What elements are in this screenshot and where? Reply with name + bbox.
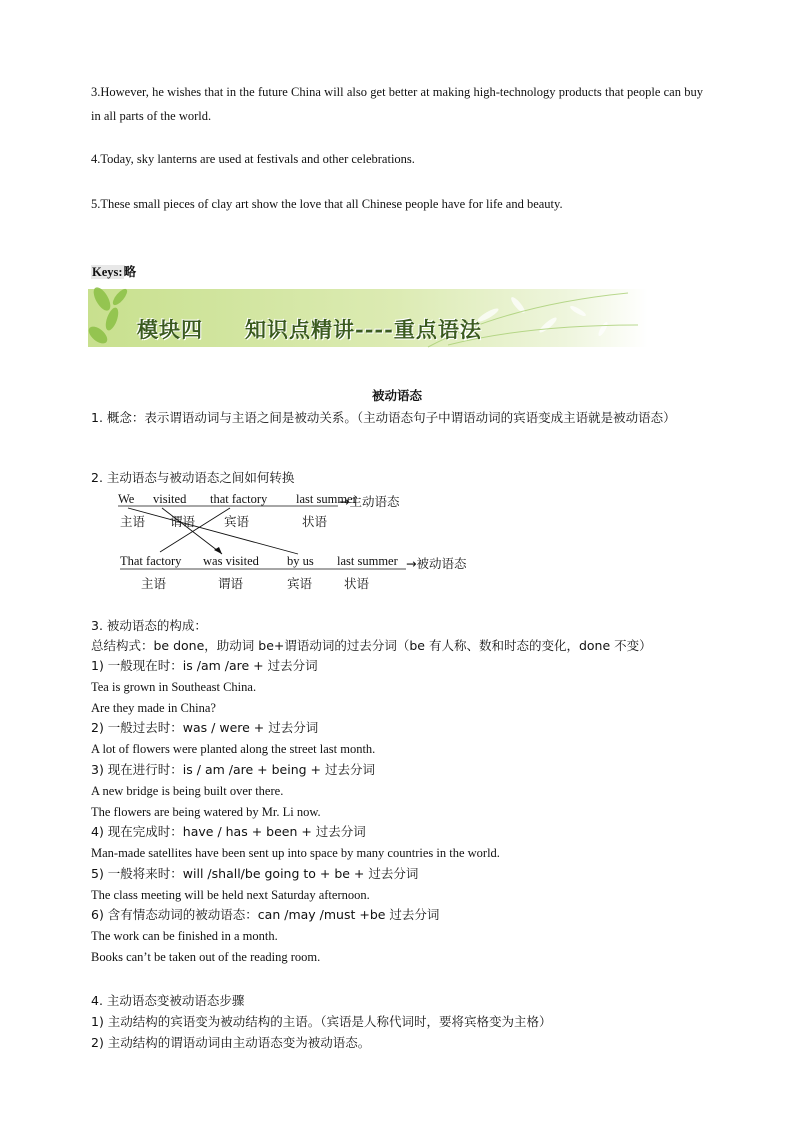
concept-paragraph: 1. 概念：表示谓语动词与主语之间是被动关系。（主动语态句子中谓语动词的宾语变成主语就是被动语态） [91, 410, 676, 425]
section-title: 被动语态 [371, 388, 422, 403]
passive-word-verb: was visited [203, 554, 259, 568]
module-topic: 知识点精讲----重点语法 [245, 317, 482, 342]
sentence-4: 4.Today, sky lanterns are used at festivals and other celebrations. [91, 152, 415, 166]
example-line: A new bridge is being built over there. [91, 784, 284, 798]
passive-word-subject: That factory [120, 554, 182, 568]
active-role-subject: 主语 [120, 514, 146, 529]
passive-tag: →被动语态 [406, 556, 467, 571]
example-line: The work can be finished in a month. [91, 929, 278, 943]
voice-conversion-diagram [110, 490, 530, 600]
tense-simple-present: 1) 一般现在时：is /am /are + 过去分词 [91, 658, 318, 673]
active-tag: →主动语态 [339, 494, 400, 509]
keys-line [91, 262, 136, 280]
module-label: 模块四 [137, 317, 203, 342]
active-role-verb: 谓语 [170, 514, 196, 529]
passive-word-adverbial: last summer [337, 554, 398, 568]
passive-word-agent: by us [287, 554, 314, 568]
step-1: 1) 主动结构的宾语变为被动结构的主语。（宾语是人称代词时，要将宾格变为主格） [91, 1014, 552, 1029]
sentence-3: 3.However, he wishes that in the future China will also get better at making high-technology products that people can buy in all parts of the world. [91, 85, 703, 123]
passive-role-verb: 谓语 [218, 576, 244, 591]
example-line: Tea is grown in Southeast China. [91, 680, 257, 694]
tense-present-continuous: 3) 现在进行时：is / am /are + being + 过去分词 [91, 762, 375, 777]
example-line: Books can’t be taken out of the reading room. [91, 950, 321, 964]
tense-present-perfect: 4) 现在完成时：have / has + been + 过去分词 [91, 824, 366, 839]
active-role-adverbial: 状语 [302, 514, 328, 529]
example-line: The class meeting will be held next Saturday afternoon. [91, 888, 370, 902]
example-line: A lot of flowers were planted along the street last month. [91, 742, 376, 756]
active-word-adverbial: last summer [296, 492, 357, 506]
active-role-object: 宾语 [224, 514, 250, 529]
example-line: Man-made satellites have been sent up into space by many countries in the world. [91, 846, 500, 860]
module-banner-title [137, 314, 482, 344]
arrow-head [214, 547, 222, 554]
example-line: Are they made in China? [91, 701, 216, 715]
modal-passive: 6) 含有情态动词的被动语态：can /may /must +be 过去分词 [91, 907, 440, 922]
steps-heading: 4. 主动语态变被动语态步骤 [91, 993, 245, 1008]
example-line: The flowers are being watered by Mr. Li now. [91, 805, 321, 819]
passive-role-agent: 宾语 [287, 576, 313, 591]
structure-heading: 3. 被动语态的构成： [91, 618, 207, 633]
structure-formula: 总结构式：be done，助动词 be+谓语动词的过去分词（be 有人称、数和时态的变化，done 不变） [91, 638, 652, 653]
tense-simple-future: 5) 一般将来时：will /shall/be going to + be + 过去分词 [91, 866, 419, 881]
step-2: 2) 主动结构的谓语动词由主动语态变为被动语态。 [91, 1035, 371, 1050]
active-word-verb: visited [153, 492, 187, 506]
passive-role-subject: 主语 [141, 576, 167, 591]
passive-role-adverbial: 状语 [344, 576, 370, 591]
keys-value: 略 [123, 264, 137, 279]
sentence-5: 5.These small pieces of clay art show the love that all Chinese people have for life and beauty. [91, 197, 563, 211]
active-word-object: that factory [210, 492, 268, 506]
tense-simple-past: 2) 一般过去时：was / were + 过去分词 [91, 720, 319, 735]
active-word-subject: We [118, 492, 135, 506]
keys-label: Keys: [92, 265, 123, 279]
convert-heading: 2. 主动语态与被动语态之间如何转换 [91, 470, 295, 485]
